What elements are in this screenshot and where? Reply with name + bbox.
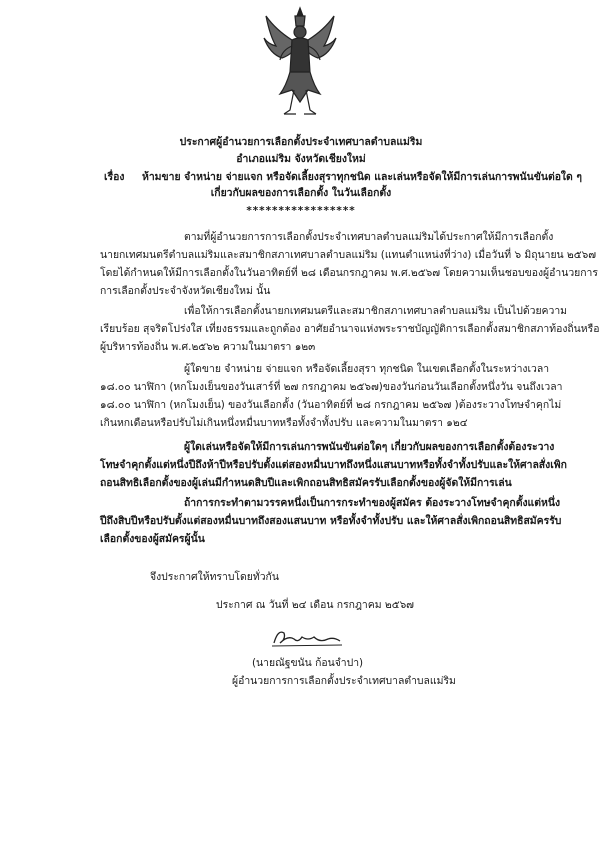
signer-title: ผู้อำนวยการการเลือกตั้งประจำเทศบาลตำบลแม่ริม xyxy=(232,675,456,687)
subject-line-1: ห้ามขาย จำหน่าย จ่ายแจก หรือจัดเลี้ยงสุราทุกชนิด และเล่นหรือจัดให้มีการเล่นการพนันขันต่อใด ๆ xyxy=(142,171,582,183)
district-line: อำเภอแม่ริม จังหวัดเชียงใหม่ xyxy=(236,153,366,165)
signature-icon xyxy=(268,625,348,651)
header-divider: ***************** xyxy=(246,205,356,217)
paragraph-line: เรียบร้อย สุจริตโปร่งใส เที่ยงธรรมและถูกต้อง อาศัยอำนาจแห่งพระราชบัญญัติการเลือกตั้งสมาชิกสภาท้องถิ่นหรือ xyxy=(100,323,600,335)
paragraph-line: โดยได้กำหนดให้มีการเลือกตั้งในวันอาทิตย์ที่ ๒๘ เดือนกรกฎาคม พ.ศ.๒๕๖๗ โดยความเห็นชอบของผู้อำนวยการ xyxy=(100,267,598,279)
paragraph-line: เพื่อให้การเลือกตั้งนายกเทศมนตรีและสมาชิกสภาเทศบาลตำบลแม่ริม เป็นไปด้วยความ xyxy=(184,305,568,317)
paragraph-line: เลือกตั้งของผู้สมัครผู้นั้น xyxy=(100,533,205,545)
paragraph-line: นายกเทศมนตรีตำบลแม่ริมและสมาชิกสภาเทศบาลตำบลแม่ริม (แทนตำแหน่งที่ว่าง) เมื่อวันที่ ๖ มิถุนายน ๒๕๖๗ xyxy=(100,249,597,261)
paragraph-line: ผู้ใดขาย จำหน่าย จ่ายแจก หรือจัดเลี้ยงสุรา ทุกชนิด ในเขตเลือกตั้งในระหว่างเวลา xyxy=(184,363,550,375)
garuda-emblem-icon xyxy=(262,6,338,118)
paragraph-line: ถ้าการกระทำตามวรรคหนึ่งเป็นการกระทำของผู้สมัคร ต้องระวางโทษจำคุกตั้งแต่หนึ่ง xyxy=(184,497,561,509)
announce-line: จึงประกาศให้ทราบโดยทั่วกัน xyxy=(150,571,279,583)
paragraph-line: ผู้ใดเล่นหรือจัดให้มีการเล่นการพนันขันต่อใดๆ เกี่ยวกับผลของการเลือกตั้งต้องระวาง xyxy=(184,441,555,453)
subject-label: เรื่อง xyxy=(104,171,125,183)
paragraph-line: ๑๘.๐๐ นาฬิกา (หกโมงเย็น) ของวันเลือกตั้ง (วันอาทิตย์ที่ ๒๘ กรกฎาคม ๒๕๖๗ )ต้องระวางโทษจำคุกไม่ xyxy=(100,399,562,411)
paragraph-line: ปีถึงสิบปีหรือปรับตั้งแต่สองหมื่นบาทถึงสองแสนบาท หรือทั้งจำทั้งปรับ และให้ศาลสั่งเพิกถอนสิทธิสมัครรับ xyxy=(100,515,562,527)
announcement-title: ประกาศผู้อำนวยการเลือกตั้งประจำเทศบาลตำบลแม่ริม xyxy=(179,136,423,148)
paragraph-line: ผู้บริหารท้องถิ่น พ.ศ.๒๕๖๒ ความในมาตรา ๑๒๓ xyxy=(100,341,316,353)
announcement-date: ประกาศ ณ วันที่ ๒๔ เดือน กรกฎาคม ๒๕๖๗ xyxy=(216,599,414,611)
signer-name: (นายณัฐขนัน ก้อนจำปา) xyxy=(252,657,364,669)
paragraph-line: ถอนสิทธิเลือกตั้งของผู้เล่นมีกำหนดสิบปีและเพิกถอนสิทธิสมัครรับเลือกตั้งของผู้จัดให้มีการเล่น xyxy=(100,477,512,489)
paragraph-line: เกินหกเดือนหรือปรับไม่เกินหนึ่งหมื่นบาทหรือทั้งจำทั้งปรับ และความในมาตรา ๑๒๔ xyxy=(100,417,468,429)
paragraph-line: โทษจำคุกตั้งแต่หนึ่งปีถึงห้าปีหรือปรับตั้งแต่สองหมื่นบาทถึงหนึ่งแสนบาทหรือทั้งจำทั้งปรับและให้ศาลสั่งเพิก xyxy=(100,459,567,471)
paragraph-line: ตามที่ผู้อำนวยการการเลือกตั้งประจำเทศบาลตำบลแม่ริมได้ประกาศให้มีการเลือกตั้ง xyxy=(184,231,554,243)
subject-line-2: เกี่ยวกับผลของการเลือกตั้ง ในวันเลือกตั้ง xyxy=(210,187,392,199)
paragraph-line: การเลือกตั้งประจำจังหวัดเชียงใหม่ นั้น xyxy=(100,285,271,297)
paragraph-line: ๑๘.๐๐ นาฬิกา (หกโมงเย็นของวันเสาร์ที่ ๒๗ กรกฎาคม ๒๕๖๗)ของวันก่อนวันเลือกตั้งหนึ่งวัน จนถึงเวลา xyxy=(100,381,563,393)
